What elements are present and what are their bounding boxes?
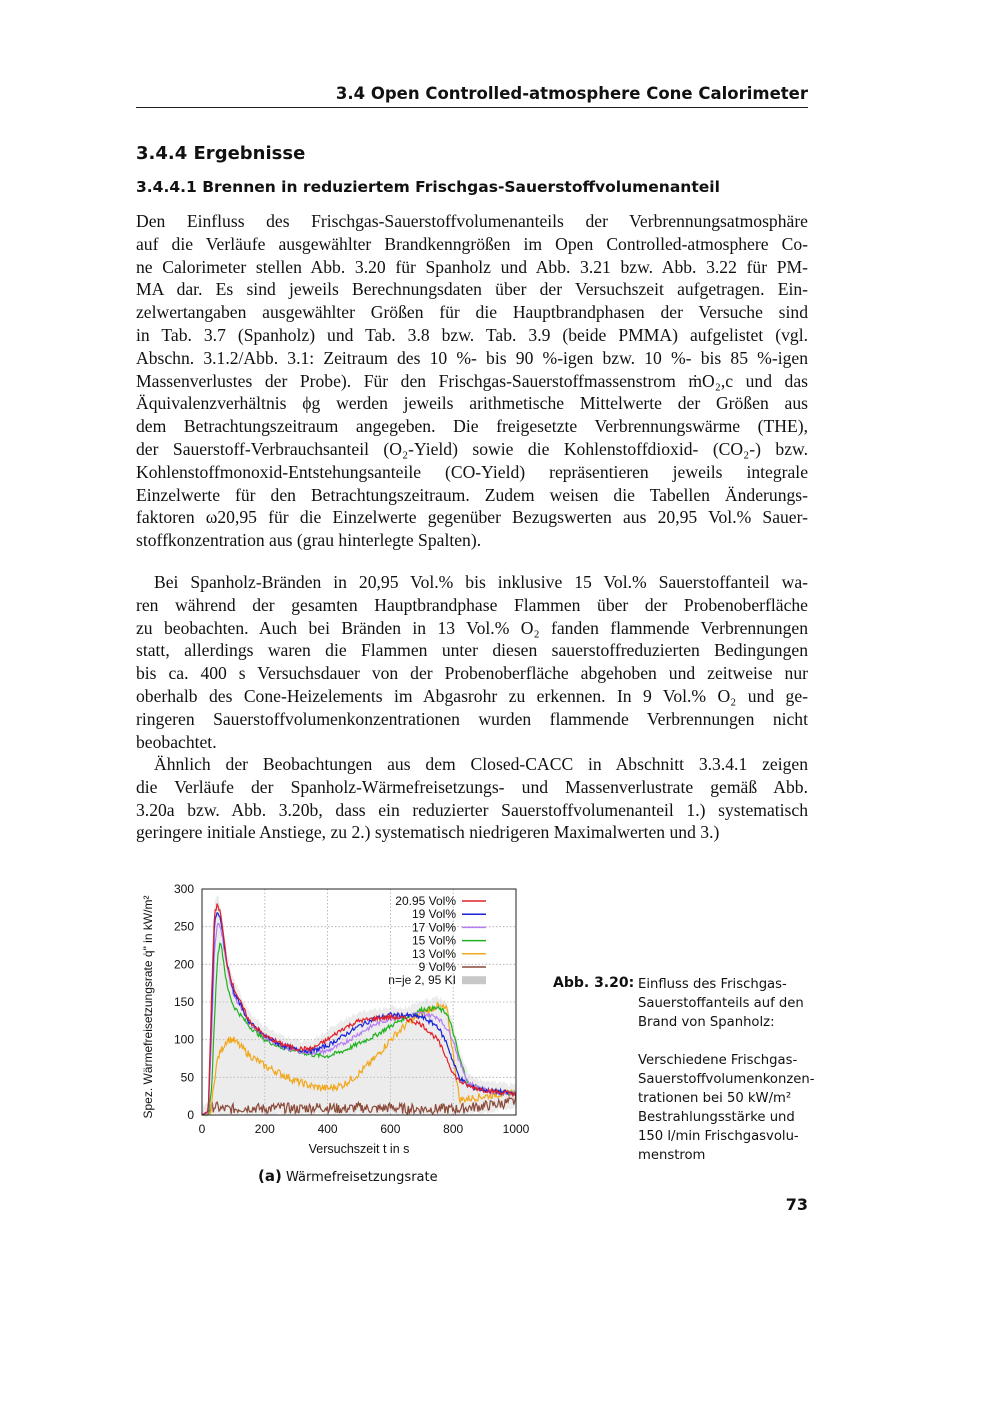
running-header: 3.4 Open Controlled-atmosphere Cone Calorimeter (335, 84, 808, 103)
text-line: zelwertangaben ausgewählter Größen für die Hauptbrandphasen der Versuche sind (136, 302, 808, 323)
legend-label: 9 Vol% (418, 960, 456, 974)
text-line: zu beobachten. Auch bei Bränden in 13 Vol.% O₂ fanden flammende Verbrennungen (136, 617, 808, 638)
text-line: oberhalb des Cone-Heizelements im Abgasrohr zu erkennen. In 9 Vol.% O₂ und ge- (136, 685, 808, 706)
caption-line: Verschiedene Frischgas- (638, 1053, 798, 1068)
caption-line: trationen bei 50 kW/m² (638, 1091, 792, 1106)
text-line: stoffkonzentration aus (grau hinterlegte Spalten). (136, 530, 482, 551)
page-number: 73 (785, 1195, 808, 1214)
figure-caption-text (638, 975, 813, 1165)
text-line: beobachtet. (136, 731, 217, 752)
text-line: dem Betrachtungszeitraum angegeben. Die freigesetzte Verbrennungswärme (THE), (136, 416, 808, 437)
caption-line: Sauerstoffanteils auf den (638, 996, 804, 1011)
text-line: MA dar. Es sind jeweils Berechnungsdaten über der Versuchszeit aufgetragen. Ein- (136, 279, 808, 300)
header-rule (136, 107, 808, 108)
x-tick-label: 600 (380, 1122, 401, 1136)
text-line: Einzelwerte für den Betrachtungszeitraum. Zudem weisen die Tabellen Änderungs- (136, 484, 808, 505)
text-line: faktoren ω20,95 für die Einzelwerte gegenüber Bezugswerten aus 20,95 Vol.% Sauer- (136, 507, 808, 528)
x-tick-label: 800 (443, 1122, 464, 1136)
caption-line: Brand von Spanholz: (638, 1015, 775, 1030)
y-axis-label: Spez. Wärmefreisetzungsrate q̇" in kW/m² (141, 895, 155, 1119)
text-line: geringere initiale Anstiege, zu 2.) systematisch niedrigeren Maximalwerten und 3.) (136, 822, 720, 843)
text-line: bis ca. 400 s Versuchsdauer von der Probenoberfläche abgehoben und zeitweise nur (136, 663, 808, 684)
text-line: in Tab. 3.7 (Spanholz) und Tab. 3.8 bzw. Tab. 3.9 (beide PMMA) aufgelistet (vgl. (136, 324, 808, 345)
legend-label: 17 Vol% (411, 920, 456, 935)
x-tick-label: 0 (198, 1122, 206, 1136)
legend-label: n=je 2, 95 KI (388, 973, 456, 988)
caption-line: Bestrahlungsstärke und (638, 1110, 795, 1125)
paragraph (136, 210, 808, 552)
subsection-heading: 3.4.4.1 Brennen in reduziertem Frischgas-Sauerstoffvolumenanteil (136, 178, 720, 196)
x-tick-label: 200 (254, 1122, 275, 1136)
text-line: Ähnlich der Beobachtungen aus dem Closed-CACC in Abschnitt 3.3.4.1 zeigen (154, 754, 808, 774)
text-line: Massenverlustes der Probe). Für den Frischgas-Sauerstoffmassenstrom ṁO₂,c und das (136, 370, 808, 391)
text-line: ren während der gesamten Hauptbrandphase Flammen über der Probenoberfläche (136, 594, 808, 615)
text-line: Abschn. 3.1.2/Abb. 3.1: Zeitraum des 10 %- bis 90 %-igen bzw. 10 %- bis 85 %-igen (136, 347, 808, 368)
paragraph (136, 753, 808, 844)
text-line: die Verläufe der Spanholz-Wärmefreisetzungs- und Massenverlustrate gemäß Abb. (136, 776, 808, 797)
y-tick-label: 50 (180, 1070, 194, 1085)
legend-label: 15 Vol% (411, 933, 456, 948)
text-line: Kohlenstoffmonoxid-Entstehungsanteile (CO-Yield) repräsentieren jeweils integrale (136, 461, 808, 482)
text-line: Äquivalenzverhältnis ϕg werden jeweils arithmetische Mittelwerte der Größen aus (136, 393, 808, 414)
caption-line (638, 1032, 813, 1051)
caption-line: menstrom (638, 1148, 706, 1163)
text-line: ne Calorimeter stellen Abb. 3.20 für Spanholz und Abb. 3.21 bzw. Abb. 3.22 für PM- (136, 256, 808, 277)
y-tick-label: 150 (173, 995, 194, 1009)
x-tick-label: 1000 (502, 1122, 530, 1136)
text-line: auf die Verläufe ausgewählter Brandkenngrößen im Open Controlled-atmosphere Co- (136, 233, 808, 254)
text-line: der Sauerstoff-Verbrauchsanteil (O₂-Yield) sowie die Kohlenstoffdioxid- (CO₂-) bzw. (136, 438, 808, 459)
y-tick-label: 0 (187, 1108, 194, 1122)
y-tick-label: 200 (173, 957, 194, 972)
text-line: Den Einfluss des Frischgas-Sauerstoffvolumenanteils der Verbrennungsatmosphäre (136, 211, 808, 231)
caption-line: 150 l/min Frischgasvolu- (638, 1129, 799, 1144)
x-axis-label: Versuchszeit t in s (308, 1142, 410, 1156)
y-tick-label: 300 (173, 882, 194, 896)
y-tick-label: 100 (173, 1032, 194, 1047)
caption-line: Sauerstoffvolumenkonzen- (638, 1072, 815, 1087)
legend-swatch (462, 976, 486, 984)
legend-label: 19 Vol% (411, 907, 456, 922)
section-heading: 3.4.4 Ergebnisse (136, 143, 306, 164)
x-tick-label: 400 (317, 1122, 338, 1136)
subfigure-label: (a) (258, 1167, 282, 1185)
caption-line: Einfluss des Frischgas- (638, 977, 787, 992)
subfigure-caption (258, 1167, 438, 1185)
text-line: statt, allerdings waren die Flammen unter diesen sauerstoffreduzierten Bedingungen (136, 640, 808, 661)
legend-label: 20.95 Vol% (395, 894, 456, 908)
text-line: Bei Spanholz-Bränden in 20,95 Vol.% bis inklusive 15 Vol.% Sauerstoffanteil wa- (154, 572, 808, 592)
y-tick-label: 250 (173, 919, 194, 934)
figure-caption-label: Abb. 3.20: (553, 975, 635, 991)
subfigure-text: Wärmefreisetzungsrate (285, 1170, 438, 1185)
text-line: ringeren Sauerstoffvolumenkonzentrationen wurden flammende Verbrennungen nicht (136, 708, 808, 729)
legend-label: 13 Vol% (411, 946, 456, 961)
text-line: 3.20a bzw. Abb. 3.20b, dass ein reduzierter Sauerstoffvolumenanteil 1.) systematisch (136, 799, 808, 820)
paragraph (136, 571, 808, 753)
heat-release-chart (135, 870, 545, 1160)
